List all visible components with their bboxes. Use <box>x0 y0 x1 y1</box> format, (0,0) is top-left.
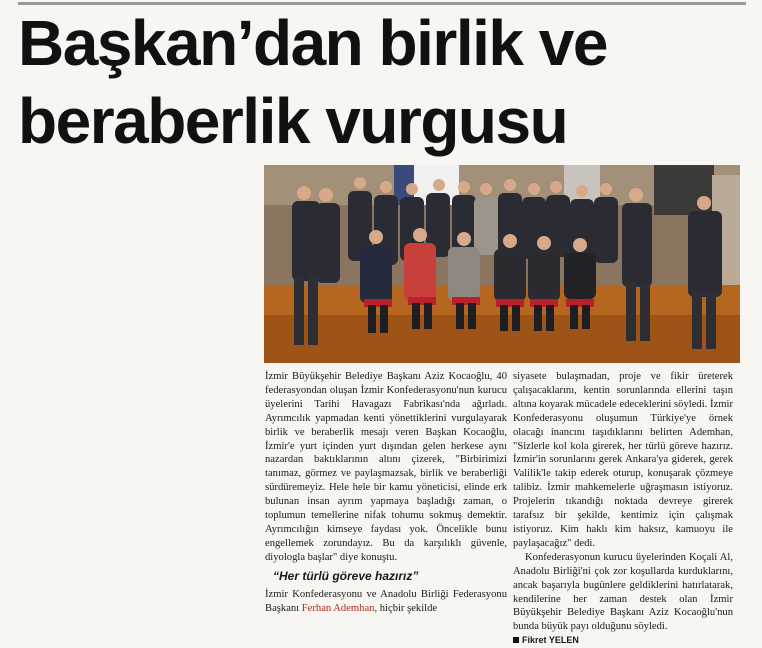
paragraph-ademhan-start: İzmir Konfederasyonu ve Anadolu Birliği Federasyonu Başkanı <box>265 588 507 614</box>
paragraph-intro: İzmir Büyükşehir Belediye Başkanı Aziz Kocaoğlu, 40 federasyondan oluşan İzmir Konfederasyonu'nun kurucu üyelerini Tarihi Havagazı Fabrikası'nda ağırladı. Ayrımcılık yapmadan kenti yönettiklerini vurgulayarak birlik ve beraberlik mesajı veren Başkan Kocaoğlu, İzmir'e yurt içinden yurt dışından gelen herkese aynı nazardan baktıklarının altını çizerek, "Birbirimizi tanımaz, görmez ve paylaşmazsak, birlik ve beraberliği sürdüremeyiz. Hele hele bir kamu yöneticisi, elinde erk bulunan insan ayrım yapmaya başladığı zaman, o toplumun temellerine nifak tohumu sokmuş demektir. Ayrımcılığın kimseye faydası yok. Öncelikle bunu engellemek zorundayız. Bu da karşılıklı güvenle, diyologla başlar" diye konuştu. <box>265 371 507 563</box>
headline <box>18 4 758 160</box>
paragraph-ademhan-end: , hiçbir şekilde <box>374 602 438 614</box>
headline-line-2: beraberlik vurgusu <box>18 85 568 157</box>
article-column-2 <box>513 370 733 648</box>
group-photo <box>264 165 740 363</box>
byline <box>513 634 733 648</box>
headline-line-1: Başkan’dan birlik ve <box>18 7 607 79</box>
subheading: “Her türlü göreve hazırız” <box>273 568 419 583</box>
paragraph-ademhan <box>265 588 507 616</box>
paragraph-continued: siyasete bulaşmadan, proje ve fikir üreterek çalışacaklarını, kentin sorunlarında ellerini taşın altına koyarak mücadele edeceklerini söyledi. İzmir Konfederasyonu oluşumun Türkiye'ye örnek olacağı inancını taşıdıklarını belirten Ademhan, "Sizlerle kol kola girerek, her türlü göreve hazırız. İzmir'in sorunlarını gerek Ankara'ya giderek, gerek Valilik'le takip ederek oturup, konuşarak çözmeye talibiz. İzmir mahkemelerle uğraşmasın istiyoruz. Projelerin tıkandığı noktada devreye girerek tarafsız bir şekilde, kentimiz için çalışmak istiyoruz. Kim haklı kim haksız, kamuoyu ile paylaşacağız" dedi. <box>513 371 733 549</box>
highlighted-name: Ferhan Ademhan <box>301 602 375 614</box>
paragraph-kocali: Konfederasyonun kurucu üyelerinden Koçali Al, Anadolu Birliği'ni çok zor koşullarda kurduklarını, ancak başarıyla bugünlere geldiklerini hatırlatarak, kendilerine her zaman destek olan İzmir Büyükşehir Belediye Başkanı Aziz Kocaoğlu'nun bunda büyük payı olduğunu söyledi. <box>513 551 733 633</box>
byline-author: Fikret YELEN <box>522 635 579 646</box>
byline-square-icon <box>513 637 519 643</box>
article-column-1 <box>265 370 507 616</box>
